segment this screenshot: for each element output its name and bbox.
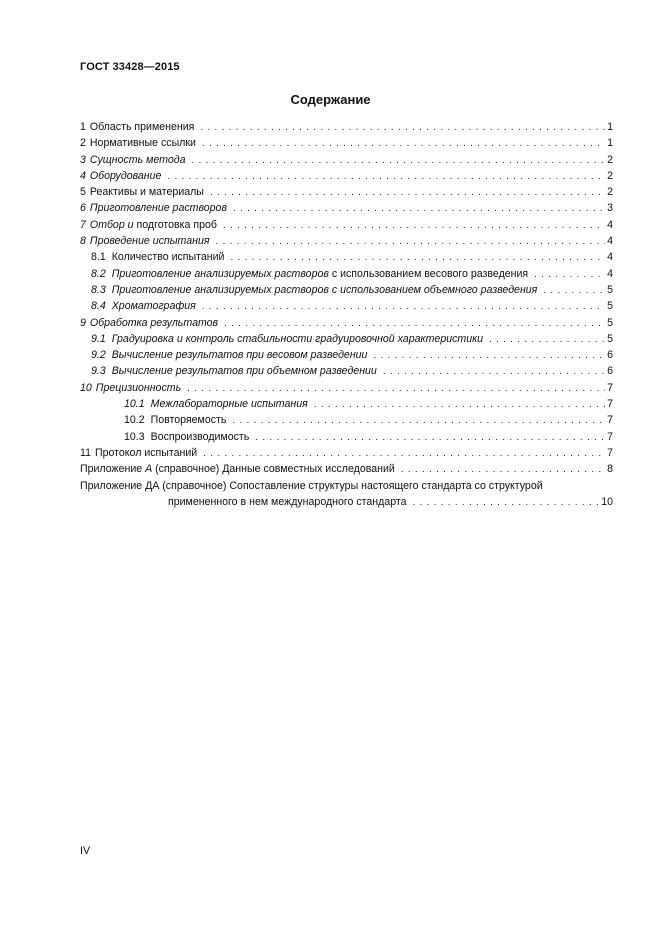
toc-entry-text: Воспроизводимость <box>150 430 250 443</box>
toc-entry-page: 2 <box>607 153 613 166</box>
toc-entry[interactable] <box>80 412 613 428</box>
table-of-contents <box>80 119 613 511</box>
toc-entry-label <box>124 412 226 428</box>
toc-entry-label <box>80 380 181 396</box>
toc-entry-page: 5 <box>607 332 613 345</box>
toc-entry-label <box>91 363 377 379</box>
toc-entry[interactable] <box>80 315 613 331</box>
dot-leader <box>202 299 605 315</box>
appendix-da-line2: примененного в нем международного стандарта <box>168 495 407 508</box>
toc-entry[interactable] <box>80 184 613 200</box>
toc-entry-label <box>91 249 224 265</box>
dot-leader <box>192 153 606 169</box>
appendix-title: (справочное) Данные совместных исследований <box>152 463 395 476</box>
toc-entry-label <box>80 217 217 233</box>
toc-entry-number: 5 <box>80 186 86 199</box>
toc-entry-text: Нормативные ссылки <box>89 137 196 150</box>
toc-entry-text: Межлабораторные испытания <box>150 398 308 411</box>
toc-entry-page: 2 <box>607 169 613 182</box>
appendix-letter: А <box>145 463 153 476</box>
appendix-da-page: 10 <box>601 495 613 508</box>
toc-entry-text: Обработка результатов <box>89 316 219 329</box>
toc-entry-text-italic: Приготовление анализируемых растворов <box>111 267 329 280</box>
dot-leader <box>383 364 605 380</box>
toc-entry-label <box>80 184 204 200</box>
toc-entry-label <box>80 233 210 249</box>
toc-entry-text-italic: Отбор и <box>89 218 134 231</box>
appendix-a-label <box>80 461 395 477</box>
toc-entry-number: 11 <box>80 446 91 459</box>
toc-entry-number: 10.3 <box>124 430 145 443</box>
toc-entry-page: 5 <box>607 283 613 296</box>
toc-entry-text: Протокол испытаний <box>95 446 198 459</box>
toc-entry-page: 1 <box>607 121 613 133</box>
toc-entry-label <box>124 429 249 445</box>
dot-leader <box>543 283 605 299</box>
toc-entry-label <box>80 152 186 168</box>
toc-entry-number: 8.1 <box>91 251 106 264</box>
dot-leader <box>489 332 605 348</box>
toc-entry[interactable] <box>80 380 613 396</box>
appendix-da-entry[interactable] <box>80 478 613 512</box>
toc-entry-text: подготовка проб <box>133 218 217 231</box>
toc-entry-text: Область применения <box>89 121 195 133</box>
toc-entry-label <box>80 200 227 216</box>
toc-entry[interactable] <box>80 217 613 233</box>
toc-entry-page: 4 <box>607 235 613 248</box>
toc-entry-text: Реактивы и материалы <box>89 186 204 199</box>
toc-entry-number: 6 <box>80 202 86 215</box>
toc-entry-label <box>80 135 196 151</box>
toc-entry-page: 7 <box>607 381 613 394</box>
toc-entry-page: 4 <box>607 251 613 264</box>
appendix-prefix: Приложение <box>80 463 146 476</box>
toc-entry-text: Приготовление анализируемых растворов с использованием объемного разведения <box>111 283 538 296</box>
toc-entry-page: 6 <box>607 365 613 378</box>
dot-leader <box>187 381 605 397</box>
toc-entry-page: 5 <box>607 316 613 329</box>
appendix-a-entry[interactable] <box>80 461 613 477</box>
toc-entry-text: с использованием весового разведения <box>328 267 529 280</box>
toc-entry-label <box>91 282 537 298</box>
toc-entry[interactable] <box>80 266 613 282</box>
toc-entry-text: Прецизионность <box>95 381 182 394</box>
toc-entry-label <box>124 396 308 412</box>
toc-entry-number: 3 <box>80 153 86 166</box>
toc-entry-label <box>91 331 483 347</box>
dot-leader <box>230 250 605 266</box>
toc-entry-page: 7 <box>607 430 613 443</box>
dot-leader <box>210 185 605 201</box>
toc-entry[interactable] <box>80 347 613 363</box>
toc-entry-number: 8.3 <box>91 283 106 296</box>
toc-entry-label <box>80 119 194 135</box>
toc-entry[interactable] <box>80 119 613 135</box>
toc-entry[interactable] <box>80 331 613 347</box>
toc-entry[interactable] <box>80 396 613 412</box>
toc-entry-page: 7 <box>607 398 613 411</box>
toc-entry-number: 7 <box>80 218 86 231</box>
toc-entry-label <box>80 445 197 461</box>
toc-entry-page: 7 <box>607 414 613 427</box>
toc-entry-number: 9.1 <box>91 332 106 345</box>
toc-entry-label <box>80 315 218 331</box>
toc-entry-label <box>80 168 161 184</box>
toc-entry-number: 8 <box>80 235 86 248</box>
toc-entry-text: Приготовление растворов <box>89 202 227 215</box>
toc-entry-page: 5 <box>607 300 613 313</box>
toc-entry-text: Количество испытаний <box>111 251 225 264</box>
toc-entry-page: 4 <box>607 218 613 231</box>
dot-leader <box>216 234 605 250</box>
toc-entry-page: 7 <box>607 446 613 459</box>
dot-leader <box>203 446 605 462</box>
dot-leader <box>255 430 605 446</box>
appendix-da-line1: Приложение ДА (справочное) Сопоставление структуры настоящего стандарта со структурой <box>80 479 543 492</box>
toc-entry[interactable] <box>80 298 613 314</box>
dot-leader <box>232 413 605 429</box>
toc-entry-label <box>91 298 196 314</box>
toc-entry-number: 2 <box>80 137 86 150</box>
dot-leader <box>223 218 605 234</box>
dot-leader <box>534 267 605 283</box>
toc-entry[interactable] <box>80 249 613 265</box>
toc-entry[interactable] <box>80 168 613 184</box>
page-number-roman: IV <box>80 845 91 857</box>
toc-entry-page: 4 <box>607 267 613 280</box>
toc-entry-number: 10.1 <box>124 398 145 411</box>
toc-entry[interactable] <box>80 429 613 445</box>
dot-leader <box>401 462 605 478</box>
appendix-a-page: 8 <box>607 463 613 476</box>
toc-entry[interactable] <box>80 282 613 298</box>
standard-header: ГОСТ 33428—2015 <box>80 61 180 73</box>
toc-entry[interactable] <box>80 445 613 461</box>
toc-entry-number: 8.2 <box>91 267 106 280</box>
dot-leader <box>200 120 605 136</box>
toc-entry-text: Вычисление результатов при весовом разведении <box>111 349 368 362</box>
dot-leader <box>413 495 600 511</box>
toc-entry[interactable] <box>80 363 613 379</box>
toc-entry-number: 9.3 <box>91 365 106 378</box>
toc-entry-text: Проведение испытания <box>89 235 210 248</box>
toc-entry-number: 10.2 <box>124 414 145 427</box>
toc-entry-number: 4 <box>80 169 86 182</box>
toc-entry-number: 9 <box>80 316 86 329</box>
toc-entry[interactable] <box>80 233 613 249</box>
toc-entry-number: 8.4 <box>91 300 106 313</box>
toc-entry-page: 2 <box>607 186 613 199</box>
toc-entry-number: 10 <box>80 381 92 394</box>
toc-entry-page: 6 <box>607 349 613 362</box>
toc-entry-text: Оборудование <box>89 169 162 182</box>
toc-entry[interactable] <box>80 135 613 151</box>
toc-entry-number: 1 <box>80 121 86 133</box>
page-title: Содержание <box>290 92 371 107</box>
dot-leader <box>233 201 605 217</box>
toc-entry-page: 1 <box>607 137 613 150</box>
dot-leader <box>224 316 605 332</box>
toc-entry-label <box>91 347 367 363</box>
toc-entry-page: 3 <box>607 202 613 215</box>
toc-entry[interactable] <box>80 152 613 168</box>
dot-leader <box>314 397 605 413</box>
dot-leader <box>167 169 605 185</box>
toc-entry-text: Сущность метода <box>89 153 186 166</box>
toc-entry-text: Градуировка и контроль стабильности градуировочной характеристики <box>111 332 484 345</box>
toc-entry-text: Повторяемость <box>150 414 227 427</box>
dot-leader <box>202 136 605 152</box>
toc-entry-text: Вычисление результатов при объемном разведении <box>111 365 377 378</box>
toc-entry-number: 9.2 <box>91 349 106 362</box>
toc-entry-label <box>91 266 528 282</box>
toc-entry-text: Хроматография <box>111 300 196 313</box>
dot-leader <box>373 348 605 364</box>
toc-entry[interactable] <box>80 200 613 216</box>
